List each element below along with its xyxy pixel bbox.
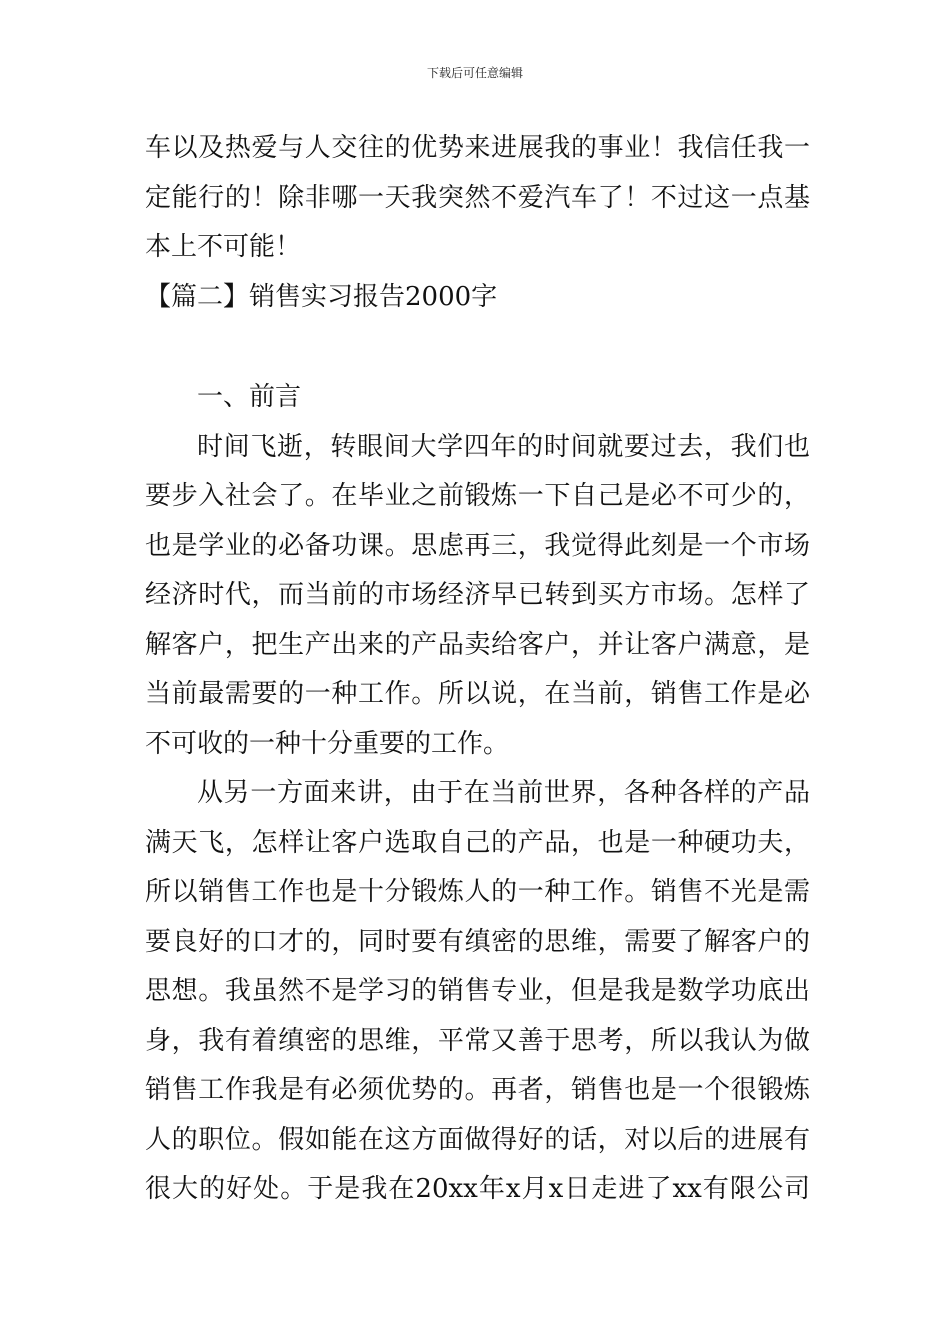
paragraph-1-line-2: 要步入社会了。在毕业之前锻炼一下自己是必不可少的， <box>145 481 810 511</box>
paragraph-2-line-7: 销售工作我是有必须优势的。再者，销售也是一个很锻炼 <box>145 1075 810 1105</box>
paragraph-2-line-5: 思想。我虽然不是学习的销售专业，但是我是数学功底出 <box>145 976 810 1006</box>
paragraph-2-line-3: 所以销售工作也是十分锻炼人的一种工作。销售不光是需 <box>145 877 810 907</box>
paragraph-1-line-5: 解客户，把生产出来的产品卖给客户，并让客户满意，是 <box>145 630 810 660</box>
paragraph-1-line-6: 当前最需要的一种工作。所以说，在当前，销售工作是必 <box>145 679 810 709</box>
page-header: 下载后可任意编辑 <box>426 66 523 80</box>
paragraph-2-line-9: 很大的好处。于是我在20xx年x月x日走进了xx有限公司 <box>145 1174 810 1204</box>
paragraph-2-line-1: 从另一方面来讲，由于在当前世界，各种各样的产品 <box>197 778 810 808</box>
section-title: 【篇二】销售实习报告2000字 <box>145 282 498 312</box>
subsection-heading: 一、前言 <box>197 382 302 412</box>
body-line-3: 本上不可能！ <box>145 232 302 262</box>
paragraph-1-line-3: 也是学业的必备功课。思虑再三，我觉得此刻是一个市场 <box>145 531 810 561</box>
paragraph-2-line-2: 满天飞，怎样让客户选取自己的产品，也是一种硬功夫， <box>145 828 810 858</box>
paragraph-2-line-6: 身，我有着缜密的思维，平常又善于思考，所以我认为做 <box>145 1026 810 1056</box>
paragraph-1-line-1: 时间飞逝，转眼间大学四年的时间就要过去，我们也 <box>197 432 810 462</box>
body-line-1: 车以及热爱与人交往的优势来进展我的事业！我信任我一 <box>145 133 810 163</box>
paragraph-2-line-8: 人的职位。假如能在这方面做得好的话，对以后的进展有 <box>145 1125 810 1155</box>
paragraph-2-line-4: 要良好的口才的，同时要有缜密的思维，需要了解客户的 <box>145 927 810 957</box>
paragraph-1-line-7: 不可收的一种十分重要的工作。 <box>145 729 510 759</box>
body-line-2: 定能行的！除非哪一天我突然不爱汽车了！不过这一点基 <box>145 183 810 213</box>
paragraph-1-line-4: 经济时代，而当前的市场经济早已转到买方市场。怎样了 <box>145 580 810 610</box>
